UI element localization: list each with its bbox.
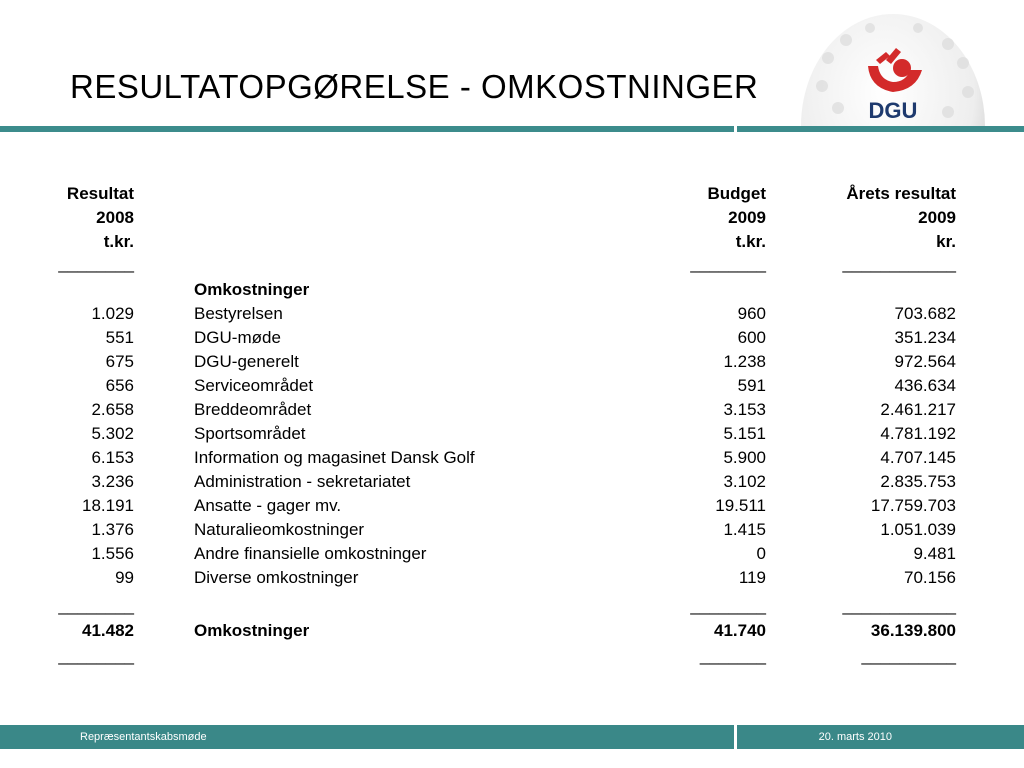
row-label: Diverse omkostninger [194,568,359,587]
total-result-2008: 41.482 [82,621,134,640]
row-label: Andre finansielle omkostninger [194,544,427,563]
page-title: RESULTATOPGØRELSE - OMKOSTNINGER [70,68,759,105]
row-result-2008: 1.029 [91,304,134,323]
row-budget-2009: 119 [738,568,766,587]
row-result-2009: 436.634 [894,376,956,395]
golf-ball-logo [798,8,988,130]
header-resultat-2008: t.kr. [103,232,134,251]
row-result-2008: 5.302 [91,424,134,443]
separator: ____________ [842,254,956,273]
header-aarets-resultat-2009: kr. [936,232,956,251]
row-result-2008: 1.556 [91,544,134,563]
row-budget-2009: 1.415 [723,520,766,539]
footer-left-bar [0,725,734,749]
separator: __________ [861,646,956,665]
row-budget-2009: 600 [737,328,766,347]
row-label: Sportsområdet [194,424,306,443]
footer-right-bar [737,725,1024,749]
header-budget-2009: Budget [707,184,766,203]
row-result-2009: 4.781.192 [880,424,956,443]
row-label: Ansatte - gager mv. [194,496,342,515]
separator: ________ [58,646,134,665]
row-result-2009: 17.759.703 [870,496,956,515]
row-result-2009: 4.707.145 [880,448,956,467]
row-result-2008: 18.191 [82,496,134,515]
separator: ________ [690,596,766,615]
row-result-2009: 703.682 [894,304,956,323]
footer-date-label: 20. marts 2010 [818,731,892,743]
total-result-2009: 36.139.800 [870,621,956,640]
row-result-2009: 1.051.039 [880,520,956,539]
row-budget-2009: 5.900 [723,448,766,467]
row-label: DGU-generelt [194,352,299,371]
row-budget-2009: 591 [737,376,766,395]
header-resultat-2008: 2008 [96,208,134,227]
row-label: Serviceområdet [194,376,314,395]
header-resultat-2008: Resultat [66,184,134,203]
header-budget-2009: 2009 [728,208,766,227]
footer-event-label: Repræsentantskabsmøde [80,731,207,743]
row-result-2009: 351.234 [894,328,956,347]
header-aarets-resultat-2009: Årets resultat [846,184,956,203]
row-result-2008: 1.376 [91,520,134,539]
row-result-2009: 2.835.753 [880,472,956,491]
row-label: Breddeområdet [194,400,312,419]
row-label: Bestyrelsen [194,304,283,323]
row-budget-2009: 5.151 [723,424,766,443]
row-result-2008: 6.153 [91,448,134,467]
row-result-2009: 972.564 [894,352,956,371]
header-divider-right [737,126,1024,132]
header-aarets-resultat-2009: 2009 [918,208,956,227]
row-label: Naturalieomkostninger [194,520,365,539]
total-budget-2009: 41.740 [714,621,766,640]
row-budget-2009: 0 [756,544,766,563]
row-budget-2009: 3.153 [723,400,766,419]
row-result-2009: 2.461.217 [880,400,956,419]
separator: ________ [58,254,134,273]
row-budget-2009: 19.511 [715,496,766,515]
row-label: Information og magasinet Dansk Golf [194,448,475,467]
separator: ____________ [842,596,956,615]
row-label: Administration - sekretariatet [194,472,411,491]
row-result-2008: 2.658 [91,400,134,419]
header-divider-left [0,126,734,132]
row-result-2008: 675 [105,352,134,371]
separator: ________ [58,596,134,615]
row-budget-2009: 3.102 [723,472,766,491]
row-budget-2009: 1.238 [723,352,766,371]
row-result-2009: 70.156 [904,568,956,587]
total-label: Omkostninger [194,621,310,640]
header-budget-2009: t.kr. [735,232,766,251]
section-label: Omkostninger [194,280,310,299]
row-result-2008: 99 [115,568,134,587]
row-label: DGU-møde [194,328,281,347]
row-budget-2009: 960 [737,304,766,323]
row-result-2009: 9.481 [913,544,956,563]
row-result-2008: 656 [105,376,134,395]
row-result-2008: 3.236 [91,472,134,491]
separator: _______ [699,646,766,665]
dgu-logo-text: DGU [868,98,918,123]
row-result-2008: 551 [105,328,134,347]
separator: ________ [690,254,766,273]
